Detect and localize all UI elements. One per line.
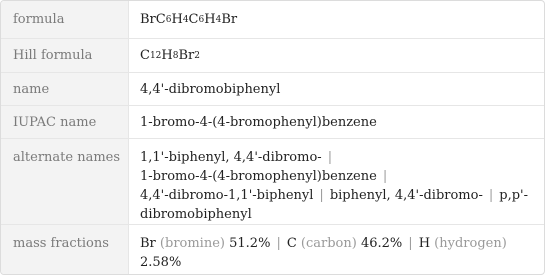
row-formula: [1, 1, 545, 38]
alternate-names-line: [140, 148, 545, 167]
row-iupac-name: [1, 105, 545, 138]
formula-part: Br: [140, 12, 156, 27]
row-name: [1, 72, 545, 105]
element-symbol: C: [286, 236, 297, 251]
element-symbol: H: [418, 236, 431, 251]
separator: |: [276, 236, 281, 251]
element-name: (hydrogen): [434, 236, 507, 251]
separator: |: [327, 150, 333, 165]
alternate-name: 4,4'-dibromo-1,1'-biphenyl: [140, 188, 314, 203]
label-hill-formula: Hill formula: [1, 39, 129, 72]
formula-part: C: [188, 12, 199, 27]
value-formula: Br C 6 H 4 C 6 H 4 Br: [140, 12, 238, 27]
value-alternate-names: [129, 139, 545, 224]
element-symbol: Br: [140, 236, 156, 251]
formula-part: H: [171, 12, 183, 27]
row-alternate-names: [1, 138, 545, 224]
mass-fraction-value: 2.58%: [140, 255, 182, 270]
formula-part: C: [155, 12, 166, 27]
mass-fractions-line: [140, 253, 545, 272]
element-name: (bromine): [159, 236, 225, 251]
label-name: name: [1, 73, 129, 105]
mass-fractions-line: [140, 234, 545, 253]
label-iupac-name: IUPAC name: [1, 106, 129, 138]
mass-fraction-value: 46.2%: [360, 236, 403, 251]
alternate-name: p,p'-dibromobiphenyl: [140, 188, 528, 222]
separator: |: [319, 188, 324, 203]
label-formula: formula: [1, 1, 129, 38]
mass-fraction-value: 51.2%: [229, 236, 271, 251]
separator: |: [488, 188, 494, 203]
formula-part: H: [161, 48, 173, 63]
label-alternate-names: alternate names: [1, 139, 129, 224]
formula-part: Br: [221, 12, 238, 27]
alternate-name: 1,1'-biphenyl, 4,4'-dibromo-: [140, 150, 322, 165]
value-hill-formula: C 12 H 8 Br 2: [140, 48, 200, 63]
alternate-names-line: [140, 167, 545, 186]
formula-part: C: [140, 48, 150, 63]
row-hill-formula: [1, 38, 545, 72]
separator: |: [408, 236, 413, 251]
alternate-name: 1-bromo-4-(4-bromophenyl)benzene: [140, 169, 377, 184]
label-mass-fractions: mass fractions: [1, 225, 129, 275]
value-name: 4,4'-dibromobiphenyl: [140, 81, 281, 97]
value-iupac-name: 1-bromo-4-(4-bromophenyl)benzene: [140, 114, 377, 130]
alternate-name: biphenyl, 4,4'-dibromo-: [329, 188, 483, 203]
formula-part: H: [204, 12, 216, 27]
element-name: (carbon): [300, 236, 357, 251]
formula-part: Br: [178, 48, 195, 63]
separator: |: [382, 169, 388, 184]
row-mass-fractions: [1, 224, 545, 275]
value-mass-fractions: [129, 225, 545, 272]
alternate-names-line: [140, 186, 545, 224]
